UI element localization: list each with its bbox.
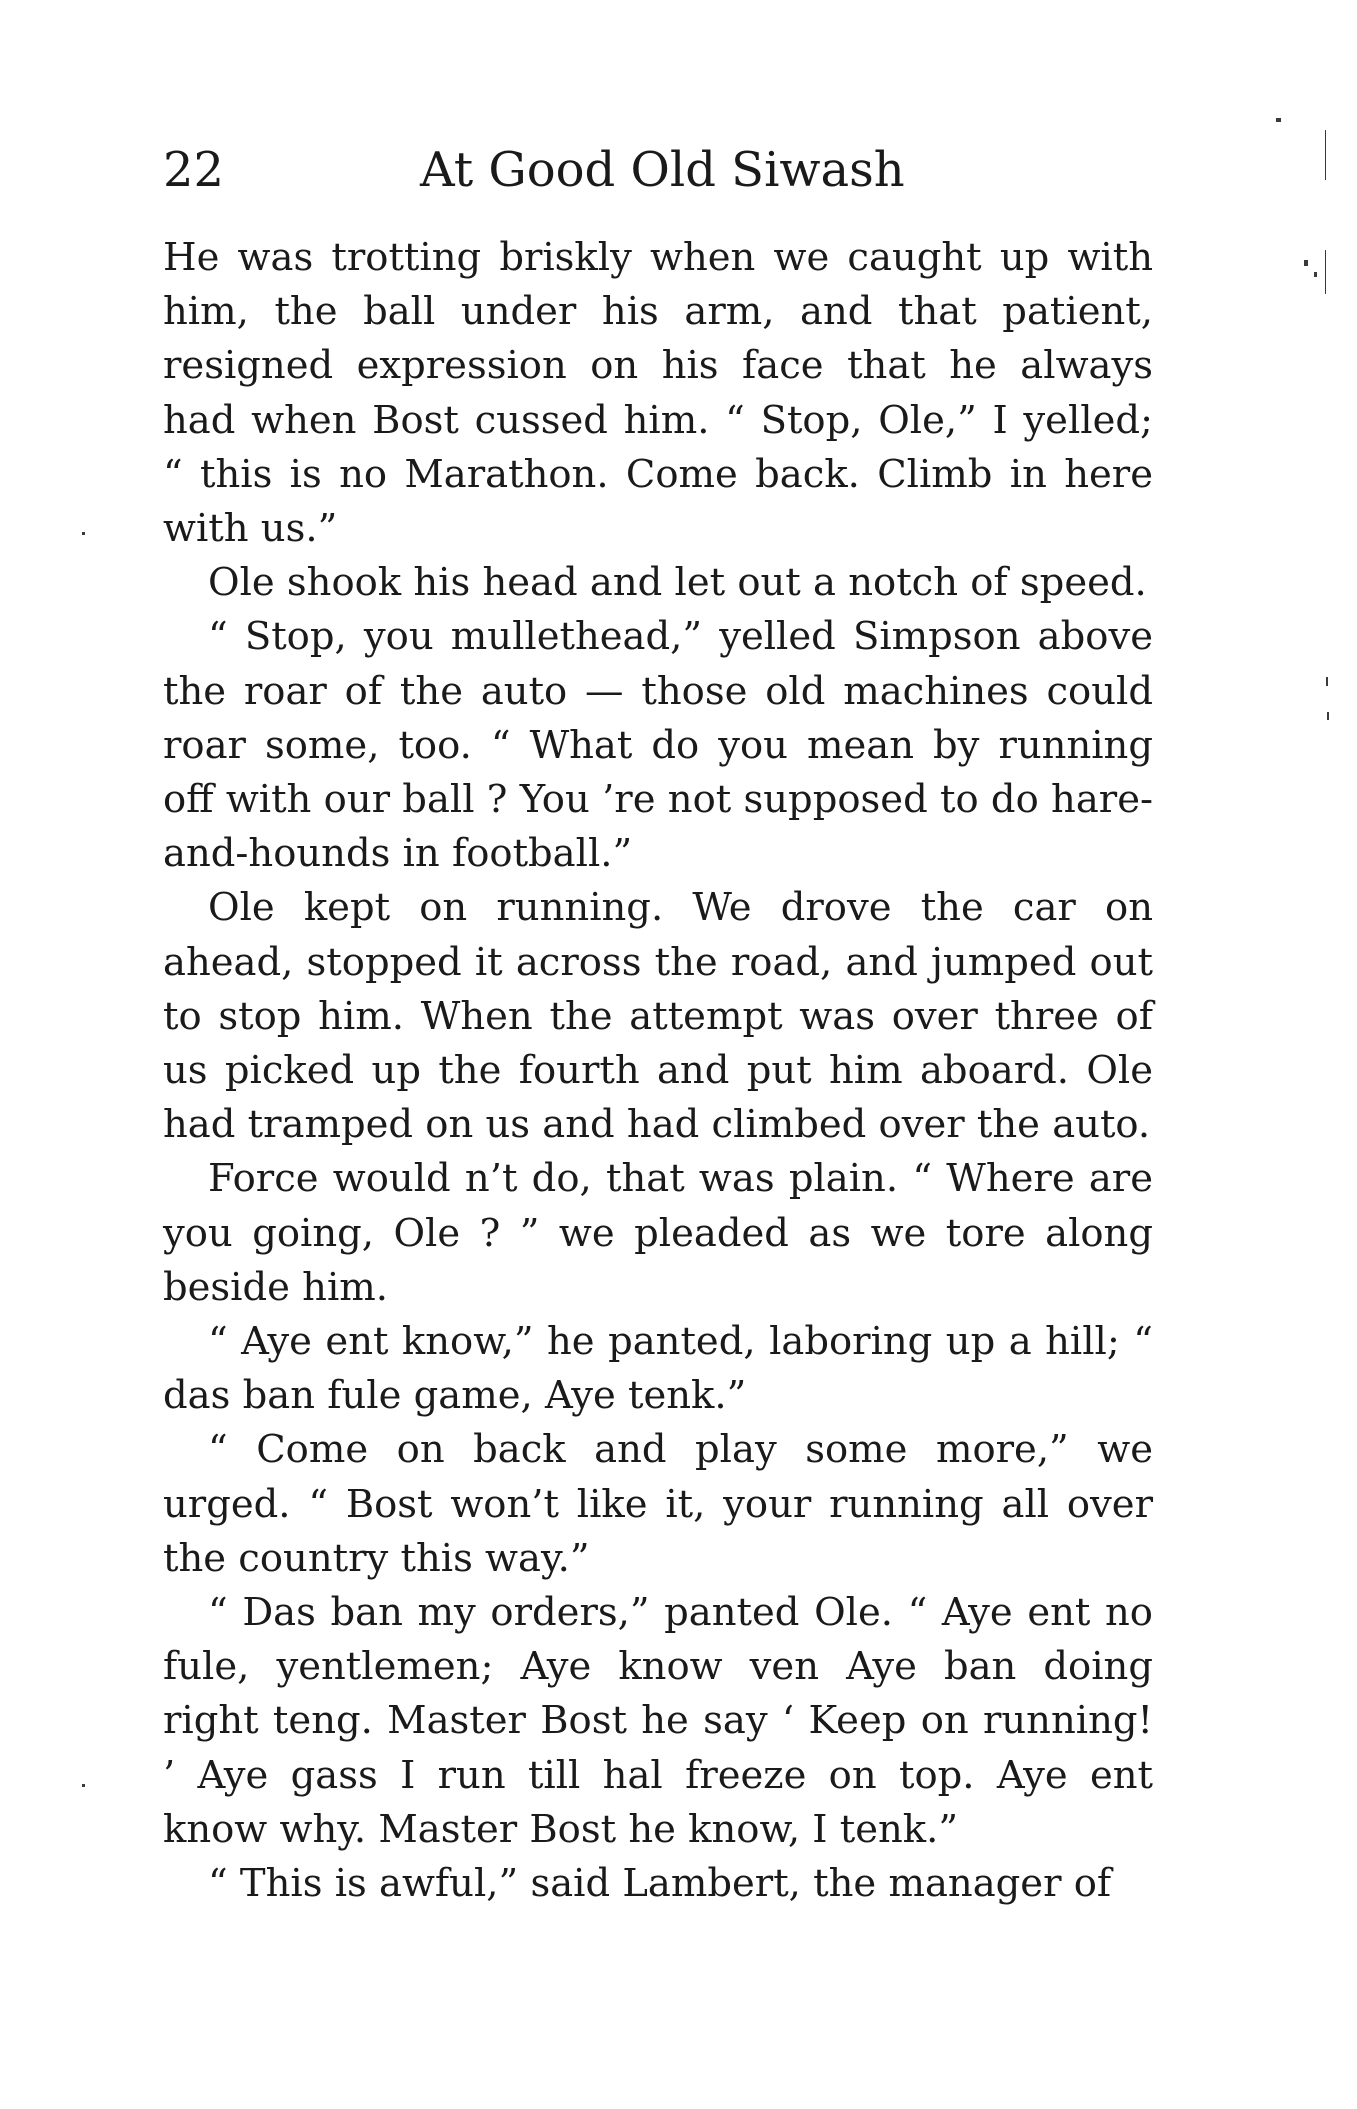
page-header — [163, 138, 1153, 202]
body-text — [163, 231, 1153, 1911]
paragraph: “ Come on back and play some more,” we urged. “ Bost won’t like it, your running all over the country this way.” — [163, 1427, 1153, 1581]
scan-speck — [1276, 118, 1281, 122]
paragraph: Force would n’t do, that was plain. “ Where are you going, Ole ? ” we pleaded as we tore along beside him. — [163, 1156, 1153, 1310]
scan-speck — [1304, 260, 1308, 266]
paragraph: He was trotting briskly when we caught up with him, the ball under his arm, and that patient, resigned expression on his face that he always had when Bost cussed him. “ Stop, Ole,” I yelled; “ this is no Marathon. Come back. Climb in here with us.” — [163, 235, 1153, 552]
scan-speck — [1326, 677, 1328, 686]
scan-margin-line — [1325, 130, 1326, 180]
paragraph: “ Aye ent know,” he panted, laboring up a hill; “ das ban fule game, Aye tenk.” — [163, 1319, 1153, 1419]
scan-margin-line — [1325, 250, 1326, 294]
scan-speck — [1327, 712, 1329, 720]
paragraph: “ Das ban my orders,” panted Ole. “ Aye ent no fule, yentlemen; Aye know ven Aye ban doing right teng. Master Bost he say ‘ Keep on running! ’ Aye gass I run till hal freeze on top. Aye ent know why. Master Bost he know, I tenk.” — [163, 1590, 1153, 1852]
paragraph: Ole shook his head and let out a notch of speed. — [208, 560, 1147, 606]
running-title: At Good Old Siwash — [420, 142, 905, 198]
paragraph: “ This is awful,” said Lambert, the manager of — [208, 1861, 1112, 1907]
paragraph: “ Stop, you mullethead,” yelled Simpson above the roar of the auto — those old machines could roar some, too. “ What do you mean by running off with our ball ? You ’re not supposed to do hare-and-hounds in football.” — [163, 614, 1153, 877]
scan-speck — [1314, 272, 1317, 277]
scan-speck — [82, 1784, 85, 1787]
scan-speck — [82, 532, 85, 535]
paragraph: Ole kept on running. We drove the car on ahead, stopped it across the road, and jumped out to stop him. When the attempt was over three of us picked up the fourth and put him aboard. Ole had tramped on us and had climbed over the auto. — [163, 885, 1153, 1148]
page-number: 22 — [163, 142, 225, 198]
